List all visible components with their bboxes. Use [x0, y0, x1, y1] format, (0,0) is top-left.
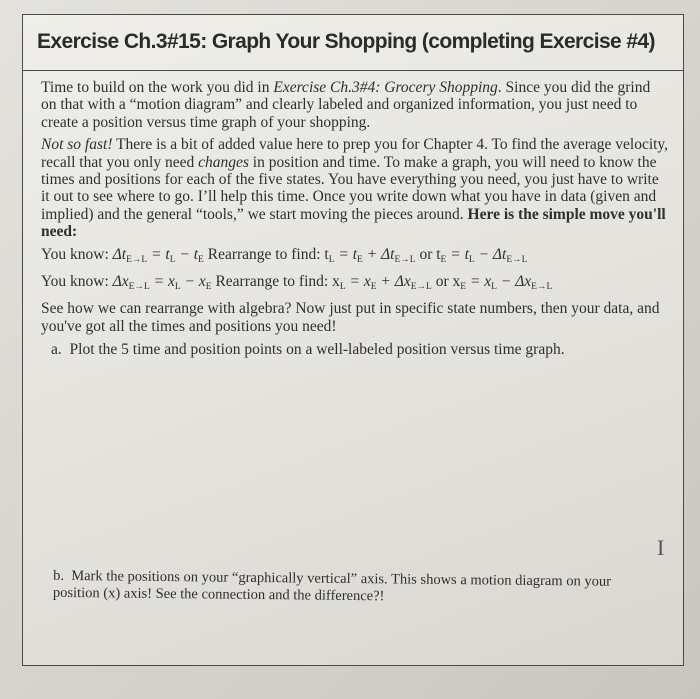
item-b — [53, 568, 653, 608]
intro-text-1: Time to build on the work you did in — [41, 79, 274, 96]
hint-text-2: in position and time. To make a graph, you will need to know the times and positions for each of the five states. You have everything you need, you just have to write it out to see where to go. I’ll help this time. Once you write down what you have in data (given and implied) and the general “tools,” we start moving the pieces around. — [41, 153, 659, 223]
title-bar — [23, 15, 683, 71]
eq-subscript: E — [460, 282, 467, 293]
exercise-box — [22, 14, 684, 666]
or-label: or x — [431, 273, 461, 291]
hint-text-1: There is a bit of added value here to prep you for Chapter 4. To find the average velocity, recall that you only need — [41, 136, 669, 171]
eq-term: − Δt — [474, 245, 507, 263]
eq-subscript: E→L — [531, 282, 553, 293]
eq-subscript: E — [205, 282, 212, 293]
eq-subscript: L — [468, 254, 475, 265]
eq-subscript: L — [491, 282, 497, 293]
eq-subscript: E→L — [128, 282, 150, 293]
eq-subscript: L — [339, 282, 346, 293]
eq-term: = x — [149, 273, 175, 291]
eq-subscript: E→L — [394, 254, 416, 265]
time-equation-line — [41, 246, 669, 269]
eq-term: = t — [446, 245, 469, 263]
eq-term: = t — [147, 245, 170, 263]
eq-subscript: L — [169, 254, 176, 265]
intro-text-2: . Since you did the grind on that with a “motion diagram” and clearly labeled and organized information, you just need to create a position versus time graph of your shopping. — [41, 79, 651, 131]
text-cursor-icon: I — [657, 535, 665, 560]
eq-term: = x — [466, 273, 492, 291]
eq-term: − x — [180, 273, 206, 291]
eq-subscript: E→L — [126, 254, 148, 265]
position-equation-line — [41, 273, 669, 296]
eq-term: + Δx — [376, 273, 411, 291]
eq-term: Δt — [112, 245, 127, 263]
rearrange-label: Rearrange to find: t — [203, 245, 329, 263]
you-know-label: You know: — [41, 245, 113, 263]
eq-subscript: E — [357, 254, 363, 265]
algebra-paragraph: See how we can rearrange with algebra? Now just put in specific state numbers, then your data, and you've got all the times and positions you need! — [41, 300, 660, 335]
hint-paragraph — [41, 136, 669, 240]
exercise-body — [41, 79, 669, 359]
exercise-title: Exercise Ch.3#15: Graph Your Shopping (completing Exercise #4) — [37, 30, 655, 53]
eq-subscript: L — [174, 282, 181, 293]
eq-subscript: E→L — [506, 254, 528, 265]
eq-subscript: E — [198, 254, 204, 265]
not-so-fast: Not so fast! — [41, 136, 113, 154]
changes-emphasis: changes — [198, 153, 249, 171]
item-a-text: Plot the 5 time and position points on a well-labeled position versus time graph. — [69, 341, 565, 359]
intro-paragraph — [41, 79, 669, 131]
simple-move-heading: Here is the simple move you'll need: — [41, 205, 666, 241]
eq-term: − t — [175, 245, 199, 263]
or-label: or t — [415, 245, 441, 263]
eq-subscript: E→L — [410, 282, 432, 293]
item-b-text: Mark the positions on your “graphically vertical” axis. This shows a motion diagram on your position (x) axis! See the connection and the difference?! — [52, 568, 612, 605]
eq-subscript: E — [370, 282, 377, 293]
eq-term: − Δx — [496, 273, 532, 291]
eq-term: = x — [345, 273, 371, 291]
eq-term: + Δt — [362, 245, 395, 263]
you-know-label: You know: — [41, 273, 113, 291]
item-b-marker: b. — [53, 567, 65, 584]
item-a-marker: a. — [51, 341, 62, 359]
eq-subscript: E — [440, 254, 447, 265]
rearrange-label: Rearrange to find: x — [211, 273, 340, 291]
eq-term: = t — [334, 245, 358, 263]
item-a — [41, 341, 669, 358]
exercise-reference: Exercise Ch.3#4: Grocery Shopping — [273, 79, 498, 96]
eq-subscript: L — [328, 254, 335, 265]
eq-term: Δx — [112, 273, 129, 291]
